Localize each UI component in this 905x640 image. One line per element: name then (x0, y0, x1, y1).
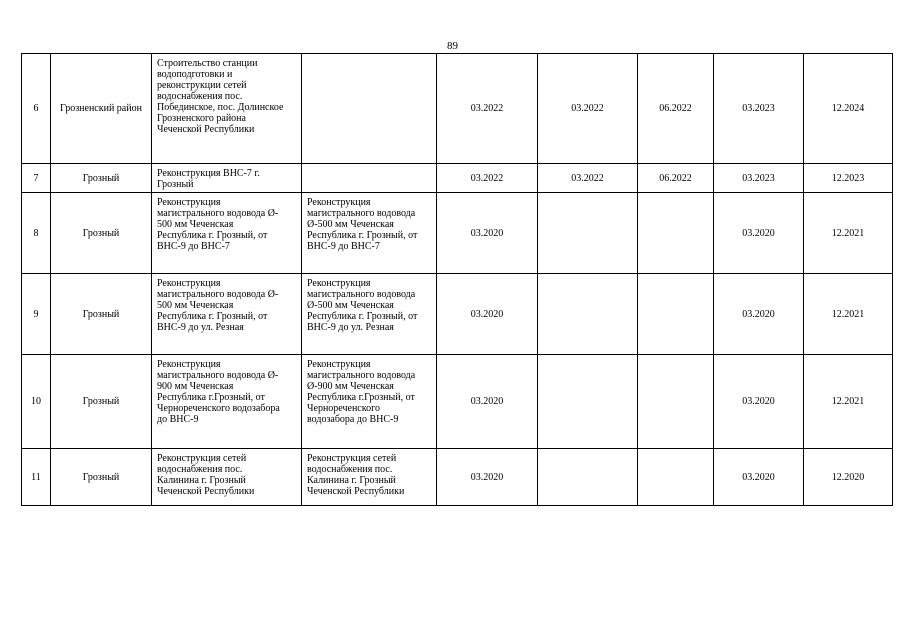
district-cell: Грозный (51, 274, 152, 355)
date-cell: 03.2020 (437, 274, 538, 355)
date-cell: 12.2021 (804, 355, 893, 449)
table-row (22, 355, 893, 449)
date-cell: 03.2022 (437, 164, 538, 193)
row-number: 10 (22, 355, 51, 449)
date-cell: 03.2022 (538, 164, 638, 193)
table-row (22, 449, 893, 506)
object-cell: Реконструкция магистрального водовода Ø- 900 мм Чеченская Республика г.Грозный, от Чернореченского водозабора до ВНС-9 (152, 355, 302, 449)
date-cell: 12.2023 (804, 164, 893, 193)
district-cell: Грозный (51, 193, 152, 274)
table-row (22, 193, 893, 274)
page-number: 89 (447, 40, 458, 52)
date-cell: 03.2020 (437, 355, 538, 449)
object-cell: Строительство станции водоподготовки и реконструкции сетей водоснабжения пос. Побединское, пос. Долинское Грозненского района Чеченской Республики (152, 54, 302, 164)
object-cell: Реконструкция магистрального водовода Ø- 500 мм Чеченская Республика г. Грозный, от ВНС-9 до ВНС-7 (152, 193, 302, 274)
date-cell: 12.2021 (804, 193, 893, 274)
row-number: 11 (22, 449, 51, 506)
date-cell (638, 355, 714, 449)
event-cell: Реконструкция сетей водоснабжения пос. Калинина г. Грозный Чеченской Республики (302, 449, 437, 506)
date-cell (638, 274, 714, 355)
projects-table (21, 53, 893, 506)
row-number: 7 (22, 164, 51, 193)
event-cell (302, 164, 437, 193)
date-cell: 03.2020 (714, 449, 804, 506)
object-cell: Реконструкция ВНС-7 г. Грозный (152, 164, 302, 193)
date-cell: 06.2022 (638, 164, 714, 193)
date-cell (538, 449, 638, 506)
district-cell: Грозный (51, 449, 152, 506)
object-cell: Реконструкция магистрального водовода Ø- 500 мм Чеченская Республика г. Грозный, от ВНС-9 до ул. Резная (152, 274, 302, 355)
table-row (22, 274, 893, 355)
date-cell: 03.2020 (437, 193, 538, 274)
date-cell (638, 449, 714, 506)
event-cell (302, 54, 437, 164)
date-cell: 03.2022 (538, 54, 638, 164)
table-row (22, 54, 893, 164)
object-cell: Реконструкция сетей водоснабжения пос. Калинина г. Грозный Чеченской Республики (152, 449, 302, 506)
date-cell: 03.2020 (714, 274, 804, 355)
date-cell (538, 274, 638, 355)
event-cell: Реконструкция магистрального водовода Ø-500 мм Чеченская Республика г. Грозный, от ВНС-9 до ул. Резная (302, 274, 437, 355)
event-cell: Реконструкция магистрального водовода Ø-500 мм Чеченская Республика г. Грозный, от ВНС-9 до ВНС-7 (302, 193, 437, 274)
date-cell: 03.2020 (714, 193, 804, 274)
date-cell (538, 193, 638, 274)
date-cell (638, 193, 714, 274)
district-cell: Грозный (51, 164, 152, 193)
date-cell: 12.2021 (804, 274, 893, 355)
table-row (22, 164, 893, 193)
date-cell: 12.2024 (804, 54, 893, 164)
row-number: 8 (22, 193, 51, 274)
date-cell: 03.2023 (714, 54, 804, 164)
district-cell: Грозный (51, 355, 152, 449)
district-cell: Грозненский район (51, 54, 152, 164)
event-cell: Реконструкция магистрального водовода Ø-900 мм Чеченская Республика г.Грозный, от Чернореченского водозабора до ВНС-9 (302, 355, 437, 449)
row-number: 9 (22, 274, 51, 355)
date-cell: 03.2023 (714, 164, 804, 193)
row-number: 6 (22, 54, 51, 164)
date-cell: 03.2020 (714, 355, 804, 449)
date-cell: 12.2020 (804, 449, 893, 506)
date-cell: 06.2022 (638, 54, 714, 164)
date-cell: 03.2022 (437, 54, 538, 164)
date-cell (538, 355, 638, 449)
date-cell: 03.2020 (437, 449, 538, 506)
